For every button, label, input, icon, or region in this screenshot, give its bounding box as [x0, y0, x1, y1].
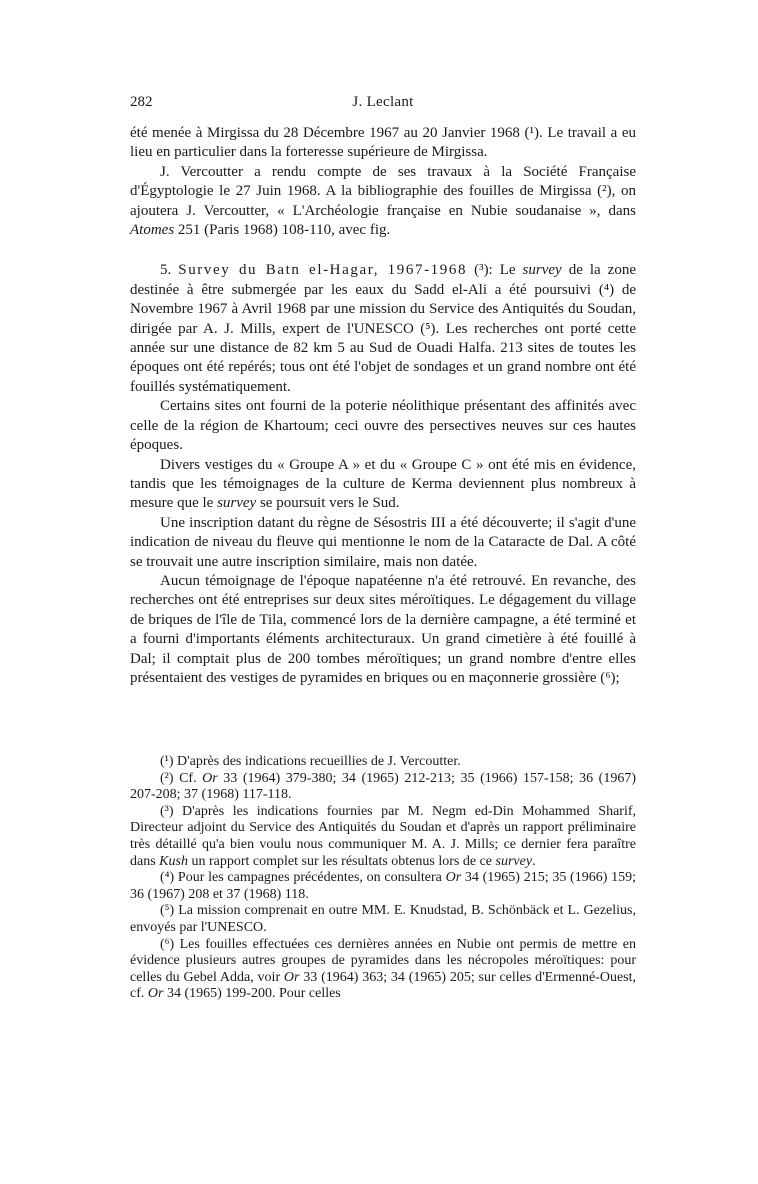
paragraph-4: Certains sites ont fourni de la poterie néolithique présentant des affinités avec celle de la région de Khartoum; ceci ouvre des persectives neuves sur ces hautes époques.: [130, 398, 636, 454]
paragraph-1: été menée à Mirgissa du 28 Décembre 1967 au 20 Janvier 1968 (¹). Le travail a eu lieu en particulier dans la forteresse supérieure de Mirgissa.: [130, 125, 636, 161]
paragraph-5-text: Divers vestiges du « Groupe A » et du « Groupe C » ont été mis en évidence, tandis que les témoignages de la culture de Kerma deviennent plus nombreux à mesure que le: [130, 456, 636, 512]
footnote-2: [130, 771, 636, 804]
paragraph-3-text-end: de la zone destinée à être submergée par les eaux du Sadd el-Ali a été poursuivi (⁴) de Novembre 1967 à Avril 1968 par une mission du Service des Antiquités du Soudan, dirigée par A. J. Mills, expert de l'UNESCO (⁵). Les recherches ont porté cette année sur une distance de 82 km 5 au Sud de Ouadi Halfa. 213 sites de toutes les époques ont été repérés; tous ont été l'objet de sondages et un grand nombre ont été fouillés systématiquement.: [130, 262, 636, 395]
survey-term: survey: [522, 262, 562, 279]
page-number: 282: [130, 94, 153, 110]
paragraph-2: [130, 163, 636, 241]
paragraph-2-text-end: 251 (Paris 1968) 108-110, avec fig.: [174, 222, 391, 239]
survey-term: survey: [495, 853, 533, 869]
paragraph-5-text-end: se poursuit vers le Sud.: [256, 495, 400, 512]
journal-title: Atomes: [130, 222, 175, 239]
journal-abbrev: Or: [445, 870, 462, 886]
footnote-3: [130, 804, 636, 870]
footnote-5: (⁵) La mission comprenait en outre MM. E. Knudstad, B. Schönbäck et L. Gezelius, envoyés par l'UNESCO.: [130, 903, 636, 935]
footnotes: [130, 754, 636, 1003]
footnote-6-text-end: 34 (1965) 199-200. Pour celles: [163, 986, 341, 1002]
journal-title: Kush: [159, 853, 188, 869]
footnote-4-text: (⁴) Pour les campagnes précédentes, on consultera: [160, 870, 446, 886]
survey-term: survey: [217, 495, 257, 512]
footnote-4: [130, 870, 636, 903]
footnote-6-text-mid: 33 (1964) 363; 34 (1965) 205; sur celles d'Ermenné-Ouest, cf.: [130, 969, 636, 1002]
section-gap: [130, 240, 636, 261]
footnote-1: (¹) D'après des indications recueillies de J. Vercoutter.: [160, 754, 461, 769]
footnote-3-text-mid: un rapport complet sur les résultats obtenus lors de ce: [187, 853, 496, 869]
paragraph-7: Aucun témoignage de l'époque napatéenne n'a été retrouvé. En revanche, des recherches ont été entreprises sur deux sites méroïtiques. Le dégagement du village de briques de l'île de Tila, commencé lors de la dernière campagne, a été terminé et a fourni d'importants éléments architecturaux. Un grand cimetière à été fouillé à Dal; il comptait plus de 200 tombes méroïtiques; un grand nombre d'entre elles présentaient des vestiges de pyramides en briques ou en maçonnerie grossière (⁶);: [130, 572, 636, 686]
footnote-3-text: (³) D'après les indications fournies par M. Negm ed-Din Mohammed Sharif, Directeur adjoint du Service des Antiquités du Soudan et d'après un rapport préliminaire très détaillé qu'a bien voulu nous communiquer M. A. J. Mills; ce dernier fera paraître dans: [130, 803, 636, 869]
page: [130, 94, 636, 688]
running-title: J. Leclant: [352, 94, 414, 110]
paragraph-5: [130, 456, 636, 514]
running-header: [130, 94, 636, 116]
section-number: 5.: [160, 262, 179, 279]
main-text: [130, 124, 636, 688]
footnote-2-text-end: 33 (1964) 379-380; 34 (1965) 212-213; 35 (1966) 157-158; 36 (1967) 207-208; 37 (1968) 117-118.: [130, 770, 636, 803]
section-heading: Survey du Batn el-Hagar, 1967-1968: [178, 262, 468, 279]
paragraph-2-text: J. Vercoutter a rendu compte de ses travaux à la Société Française d'Égyptologie le 27 Juin 1968. A la bibliographie des fouilles de Mirgissa (²), on ajoutera J. Vercoutter, « L'Archéologie française en Nubie soudanaise », dans: [130, 163, 636, 219]
footnote-4-text-end: 34 (1965) 215; 35 (1966) 159; 36 (1967) 208 et 37 (1968) 118.: [130, 870, 636, 902]
paragraph-3: [130, 261, 636, 397]
footnote-6: [130, 937, 636, 1003]
journal-abbrev: Or: [202, 770, 218, 786]
paragraph-6: Une inscription datant du règne de Sésostris III a été découverte; il s'agit d'une indication de niveau du fleuve qui mentionne le nom de la Cataracte de Dal. A côté se trouvait une autre inscription similaire, mais non datée.: [130, 514, 636, 570]
paragraph-3-text: (³): Le: [467, 262, 523, 279]
footnote-6-text: (⁶) Les fouilles effectuées ces dernières années en Nubie ont permis de mettre en évidence plusieurs autres groupes de pyramides dans les nécropoles méroïtiques: pour celles du Gebel Adda, voir: [130, 936, 636, 985]
journal-abbrev: Or: [147, 986, 164, 1002]
footnote-2-text: (²) Cf.: [160, 770, 203, 786]
footnote-3-text-end: .: [532, 853, 536, 869]
journal-abbrev: Or: [283, 969, 300, 985]
